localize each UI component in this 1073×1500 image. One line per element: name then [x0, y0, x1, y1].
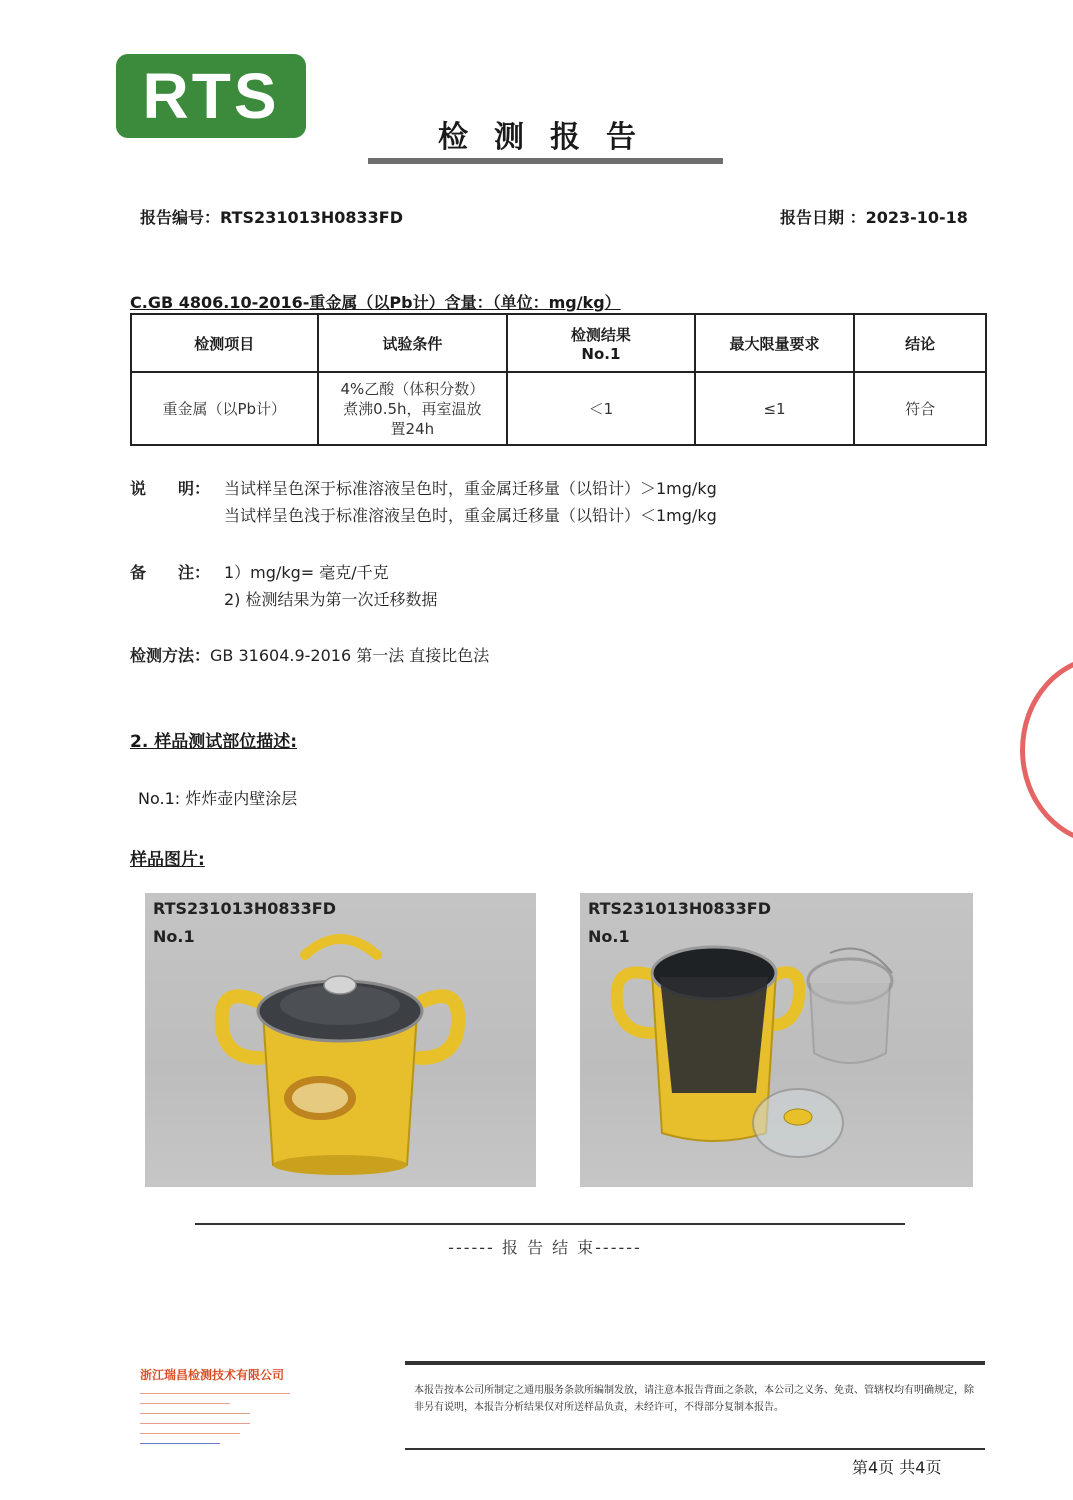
cell-limit: ≤1 [695, 372, 855, 445]
pot-with-lid-illustration [145, 893, 536, 1187]
header-test-result [507, 314, 695, 372]
explanation-block [130, 476, 210, 499]
remarks-block [130, 560, 210, 583]
footer-bottom-rule [405, 1448, 985, 1450]
document-title: 检测报告 [438, 120, 662, 155]
header-test-condition: 试验条件 [318, 314, 508, 372]
report-number-label: 报告编号： [140, 208, 221, 227]
header-max-limit: 最大限量要求 [695, 314, 855, 372]
method-value: GB 31604.9-2016 第一法 直接比色法 [210, 646, 490, 665]
remarks-line-2: 2) 检测结果为第一次迁移数据 [224, 590, 438, 609]
sample-description: No.1: 炸炸壶内壁涂层 [138, 789, 298, 808]
contact-line [140, 1414, 250, 1424]
photo-1-id: RTS231013H0833FD [153, 899, 336, 918]
sample-photo-2 [580, 893, 973, 1187]
cell-result: ＜1 [507, 372, 695, 445]
contact-line [140, 1434, 220, 1444]
rts-logo [116, 54, 306, 138]
header-result-label: 检测结果 [570, 325, 631, 344]
cell-item: 重金属（以Pb计） [131, 372, 318, 445]
sample-photo-1 [145, 893, 536, 1187]
test-method [130, 643, 489, 666]
report-number-value: RTS231013H0833FD [220, 208, 403, 227]
header-conclusion: 结论 [854, 314, 986, 372]
footer-top-rule [405, 1361, 985, 1365]
company-name: 浙江瑞昌检测技术有限公司 [140, 1368, 285, 1382]
report-date-label: 报告日期 ： [780, 208, 866, 227]
explanation-line-1: 当试样呈色深于标准溶液呈色时，重金属迁移量（以铅计）＞1mg/kg [224, 479, 717, 498]
remarks-line-1: 1）mg/kg= 毫克/千克 [224, 563, 389, 582]
section-c-heading: C.GB 4806.10-2016-重金属（以Pb计）含量：（单位：mg/kg） [130, 293, 621, 312]
header-test-item: 检测项目 [131, 314, 318, 372]
official-seal [1020, 655, 1073, 845]
table-row [131, 372, 986, 445]
remarks-label: 备 注： [130, 563, 211, 582]
report-end-text: ------ 报 告 结 束------ [448, 1238, 642, 1257]
explanation-label: 说 明： [130, 479, 211, 498]
table-header-row [131, 314, 986, 372]
result-table [130, 313, 987, 446]
condition-line-3: 置24h [390, 419, 435, 438]
title-underline [368, 158, 723, 164]
photo-2-id: RTS231013H0833FD [588, 899, 771, 918]
condition-line-2: 煮沸0.5h，再室温放 [343, 399, 482, 418]
cell-condition [318, 372, 508, 445]
photo-2-no: No.1 [588, 927, 630, 946]
company-contact-info [140, 1384, 330, 1444]
end-divider [195, 1223, 905, 1225]
logo-text: RTS [142, 60, 280, 132]
page-number: 第4页 共4页 [852, 1458, 942, 1477]
report-date [780, 205, 968, 228]
footer-statement: 本报告按本公司所制定之通用服务条款所编制发放，请注意本报告背面之条款，本公司之义务、免责、管辖权均有明确规定，除非另有说明，本报告分析结果仅对所送样品负责，未经许可，不得部分复制本报告。 [414, 1385, 974, 1413]
photo-1-no: No.1 [153, 927, 195, 946]
section-2-heading: 2. 样品测试部位描述: [130, 732, 298, 752]
sample-pictures-heading: 样品图片: [130, 850, 205, 870]
contact-line [140, 1424, 240, 1434]
contact-line [140, 1404, 250, 1414]
condition-line-1: 4%乙酸（体积分数） [340, 379, 485, 398]
contact-line [140, 1394, 230, 1404]
cell-conclusion: 符合 [854, 372, 986, 445]
explanation-line-2: 当试样呈色浅于标准溶液呈色时，重金属迁移量（以铅计）＜1mg/kg [224, 506, 717, 525]
contact-line [140, 1384, 290, 1394]
open-pot-basket-illustration [580, 893, 973, 1187]
report-date-value: 2023-10-18 [865, 208, 968, 227]
header-result-no: No.1 [581, 344, 621, 363]
method-label: 检测方法： [130, 646, 211, 665]
report-number [140, 205, 403, 228]
